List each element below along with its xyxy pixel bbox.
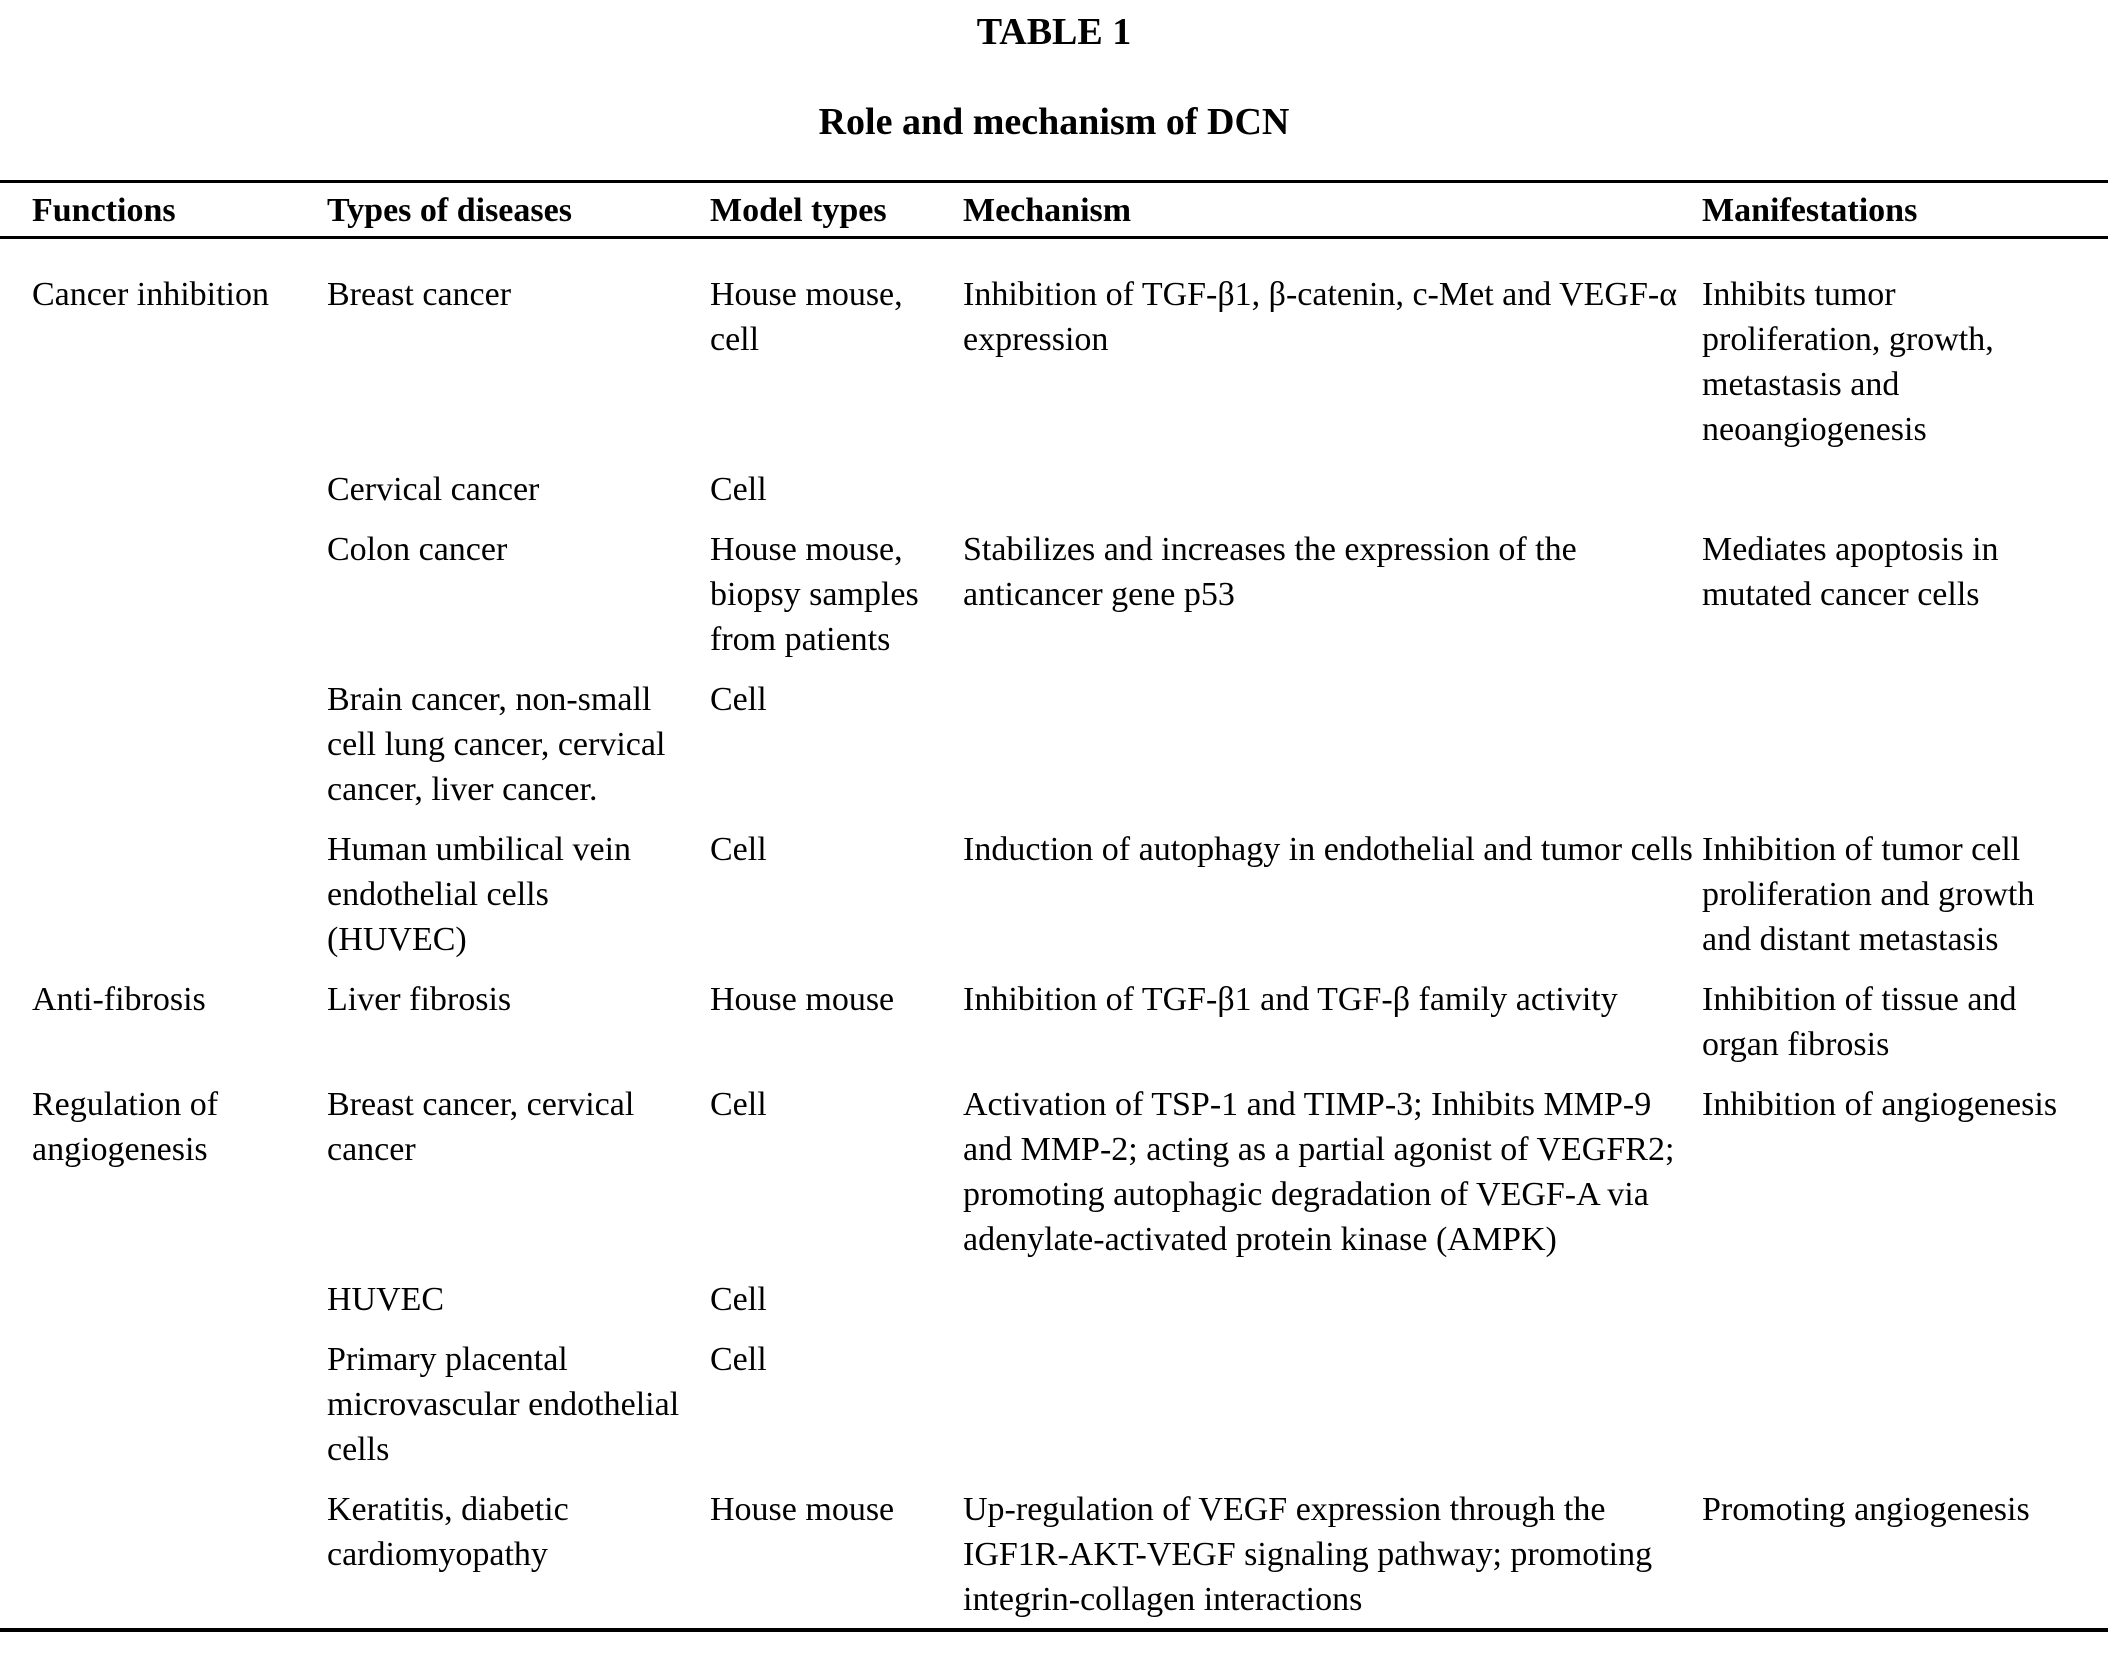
cell-model: House mouse bbox=[710, 981, 895, 1018]
cell-functions bbox=[0, 527, 327, 677]
cell-mechanism bbox=[963, 467, 1702, 527]
cell-mechanism bbox=[963, 677, 1702, 827]
cell-diseases: Breast cancer bbox=[327, 276, 512, 313]
table-row bbox=[0, 1487, 2108, 1630]
cell-mechanism: Stabilizes and increases the expression of the anticancer gene p53 bbox=[963, 531, 1577, 613]
cell-model: House mouse bbox=[710, 1491, 895, 1528]
table-row bbox=[0, 677, 2108, 827]
cell-manifestations bbox=[1702, 467, 2108, 527]
table-row bbox=[0, 1082, 2108, 1277]
cell-mechanism bbox=[963, 1337, 1702, 1487]
cell-functions bbox=[0, 1487, 327, 1630]
cell-model: Cell bbox=[710, 831, 767, 868]
cell-model: Cell bbox=[710, 1281, 767, 1318]
table-row bbox=[0, 1337, 2108, 1487]
cell-functions: Regulation of angiogenesis bbox=[32, 1086, 219, 1168]
column-header-types-of-diseases: Types of diseases bbox=[327, 182, 710, 238]
cell-diseases: Liver fibrosis bbox=[327, 981, 512, 1018]
table-row bbox=[0, 238, 2108, 468]
header-row bbox=[0, 182, 2108, 238]
table-title: Role and mechanism of DCN bbox=[818, 101, 1290, 143]
table-row bbox=[0, 977, 2108, 1082]
cell-functions: Cancer inhibition bbox=[32, 276, 270, 313]
table-row bbox=[0, 527, 2108, 677]
cell-diseases: Colon cancer bbox=[327, 531, 508, 568]
cell-mechanism: Inhibition of TGF-β1 and TGF-β family activity bbox=[963, 981, 1618, 1018]
cell-model: Cell bbox=[710, 1086, 767, 1123]
cell-manifestations: Inhibition of tissue and organ fibrosis bbox=[1702, 981, 2017, 1063]
cell-functions bbox=[0, 467, 327, 527]
cell-diseases: Primary placental microvascular endothelial cells bbox=[327, 1341, 680, 1468]
cell-diseases: Cervical cancer bbox=[327, 471, 540, 508]
cell-mechanism bbox=[963, 1277, 1702, 1337]
cell-manifestations bbox=[1702, 1337, 2108, 1487]
column-header-functions: Functions bbox=[0, 182, 327, 238]
column-header-manifestations: Manifestations bbox=[1702, 182, 2108, 238]
cell-manifestations: Mediates apoptosis in mutated cancer cells bbox=[1702, 531, 1999, 613]
cell-mechanism: Inhibition of TGF-β1, β-catenin, c-Met and VEGF-α expression bbox=[963, 276, 1678, 358]
cell-model: House mouse, cell bbox=[710, 276, 903, 358]
cell-diseases: HUVEC bbox=[327, 1281, 445, 1318]
cell-functions bbox=[0, 827, 327, 977]
cell-functions bbox=[0, 677, 327, 827]
table-row bbox=[0, 1277, 2108, 1337]
table-row bbox=[0, 467, 2108, 527]
cell-mechanism: Activation of TSP-1 and TIMP-3; Inhibits MMP-9 and MMP-2; acting as a partial agonist of VEGFR2; promoting autophagic degradation of VEGF-A via adenylate-activated protein kinase (AMPK) bbox=[963, 1086, 1675, 1258]
cell-manifestations: Inhibits tumor proliferation, growth, metastasis and neoangiogenesis bbox=[1702, 276, 1994, 448]
cell-functions bbox=[0, 1337, 327, 1487]
cell-functions: Anti-fibrosis bbox=[32, 981, 206, 1018]
cell-manifestations bbox=[1702, 677, 2108, 827]
cell-mechanism: Induction of autophagy in endothelial and tumor cells bbox=[963, 831, 1693, 868]
cell-diseases: Brain cancer, non-small cell lung cancer, cervical cancer, liver cancer. bbox=[327, 681, 666, 808]
cell-model: Cell bbox=[710, 1341, 767, 1378]
cell-mechanism: Up-regulation of VEGF expression through the IGF1R-AKT-VEGF signaling pathway; promoting integrin-collagen interactions bbox=[963, 1491, 1653, 1618]
table-row bbox=[0, 827, 2108, 977]
cell-model: House mouse, biopsy samples from patients bbox=[710, 531, 919, 658]
cell-diseases: Human umbilical vein endothelial cells (HUVEC) bbox=[327, 831, 632, 958]
role-mechanism-table bbox=[0, 180, 2108, 1632]
table-label: TABLE 1 bbox=[976, 11, 1132, 53]
cell-manifestations: Promoting angiogenesis bbox=[1702, 1491, 2030, 1528]
column-header-model-types: Model types bbox=[710, 182, 963, 238]
cell-diseases: Keratitis, diabetic cardiomyopathy bbox=[327, 1491, 569, 1573]
cell-model: Cell bbox=[710, 681, 767, 718]
cell-manifestations: Inhibition of tumor cell proliferation and growth and distant metastasis bbox=[1702, 831, 2035, 958]
cell-model: Cell bbox=[710, 471, 767, 508]
cell-diseases: Breast cancer, cervical cancer bbox=[327, 1086, 635, 1168]
cell-manifestations bbox=[1702, 1277, 2108, 1337]
cell-functions bbox=[0, 1277, 327, 1337]
column-header-mechanism: Mechanism bbox=[963, 182, 1702, 238]
cell-manifestations: Inhibition of angiogenesis bbox=[1702, 1086, 2058, 1123]
